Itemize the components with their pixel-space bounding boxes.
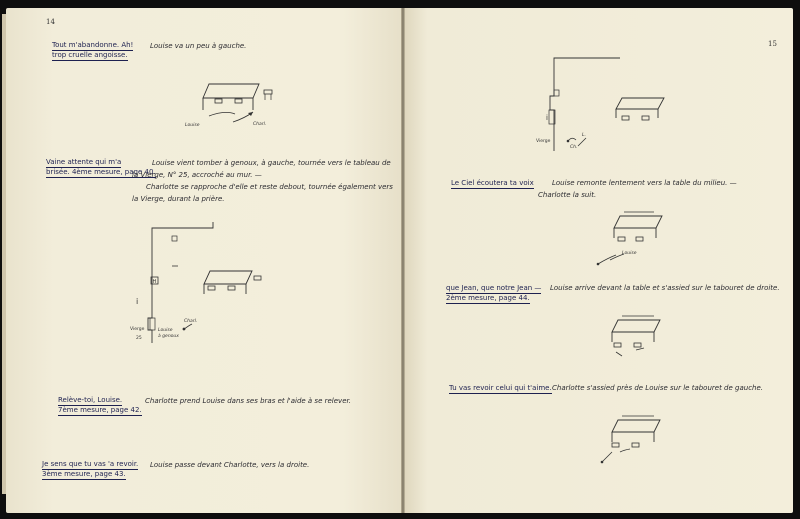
- stage-diagram-3: [530, 56, 670, 156]
- diagram-label-louise: Louise: [622, 251, 637, 256]
- stage-direction: Charlotte s'assied près de Louise sur le tabouret de gauche.: [552, 384, 764, 392]
- diagram-label-louise: Louise: [185, 123, 200, 128]
- cue-text: Vaine attente qui m'a: [46, 158, 122, 166]
- stage-diagram-4: [590, 208, 670, 268]
- diagram-label-ch: Ch.: [570, 145, 578, 150]
- diagram-label-charl: Charl.: [184, 319, 198, 324]
- stage-direction: Louise passe devant Charlotte, vers la droite.: [150, 461, 310, 469]
- cue-text: que Jean, que notre Jean —: [446, 284, 542, 292]
- cue-text: Tu vas revoir celui qui t'aime.: [449, 384, 552, 392]
- diagram-label-charl: Charl.: [253, 122, 267, 127]
- stage-direction: la Vierge, durant la prière.: [132, 195, 225, 203]
- diagram-label-louise: Louise: [158, 328, 173, 333]
- stage-direction: la Vierge, N° 25, accroché au mur. —: [132, 171, 262, 179]
- cue-text: 3ème mesure, page 43.: [42, 470, 126, 478]
- cue-text: 7ème mesure, page 42.: [58, 406, 142, 414]
- cue-text: 2ème mesure, page 44.: [446, 294, 530, 302]
- cue-5: [451, 178, 534, 188]
- cue-4: [42, 459, 138, 479]
- cue-3: [58, 395, 142, 415]
- stage-direction: Charlotte se rapproche d'elle et reste debout, tournée également vers: [146, 183, 393, 191]
- cue-1: [52, 40, 133, 60]
- stage-diagram-6: [590, 412, 670, 467]
- cue-text: Tout m'abandonne. Ah!: [52, 41, 134, 49]
- diagram-label-i: i: [546, 114, 548, 122]
- cue-text: Je sens que tu vas 'a revoir.: [42, 460, 139, 468]
- diagram-label-i: i: [136, 297, 139, 306]
- stage-direction: Louise arrive devant la table et s'assied sur le tabouret de droite.: [550, 284, 780, 292]
- cue-7: [449, 383, 552, 393]
- stage-direction: Louise va un peu à gauche.: [150, 42, 247, 50]
- stage-direction: Louise remonte lentement vers la table du milieu. —: [552, 179, 737, 187]
- stage-diagram-2: [128, 218, 298, 348]
- stage-direction: Charlotte la suit.: [538, 191, 597, 199]
- diagram-label-l: L.: [582, 133, 586, 138]
- stage-diagram-5: [600, 312, 670, 362]
- cue-text: Relève-toi, Louise.: [58, 396, 123, 404]
- stage-direction: Charlotte prend Louise dans ses bras et l'aide à se relever.: [145, 397, 351, 405]
- cue-text: Le Ciel écoutera ta voix: [451, 179, 534, 187]
- diagram-label-vierge: Vierge: [536, 139, 551, 144]
- stage-direction: Louise vient tomber à genoux, à gauche, tournée vers le tableau de: [152, 159, 391, 167]
- cue-6: [446, 283, 541, 303]
- cue-text: trop cruelle angoisse.: [52, 51, 128, 59]
- cue-text: brisée. 4ème mesure, page 40.: [46, 168, 156, 176]
- page-number-right: 15: [768, 40, 777, 48]
- page-number-left: 14: [46, 18, 55, 26]
- book-gutter: [401, 8, 405, 513]
- diagram-label-vierge: Vierge: [130, 327, 145, 332]
- diagram-label-h: H: [152, 279, 157, 285]
- diagram-label-a-genoux: à genoux: [158, 334, 179, 339]
- stage-diagram-1: [175, 80, 295, 130]
- diagram-label-number: 25: [136, 336, 142, 341]
